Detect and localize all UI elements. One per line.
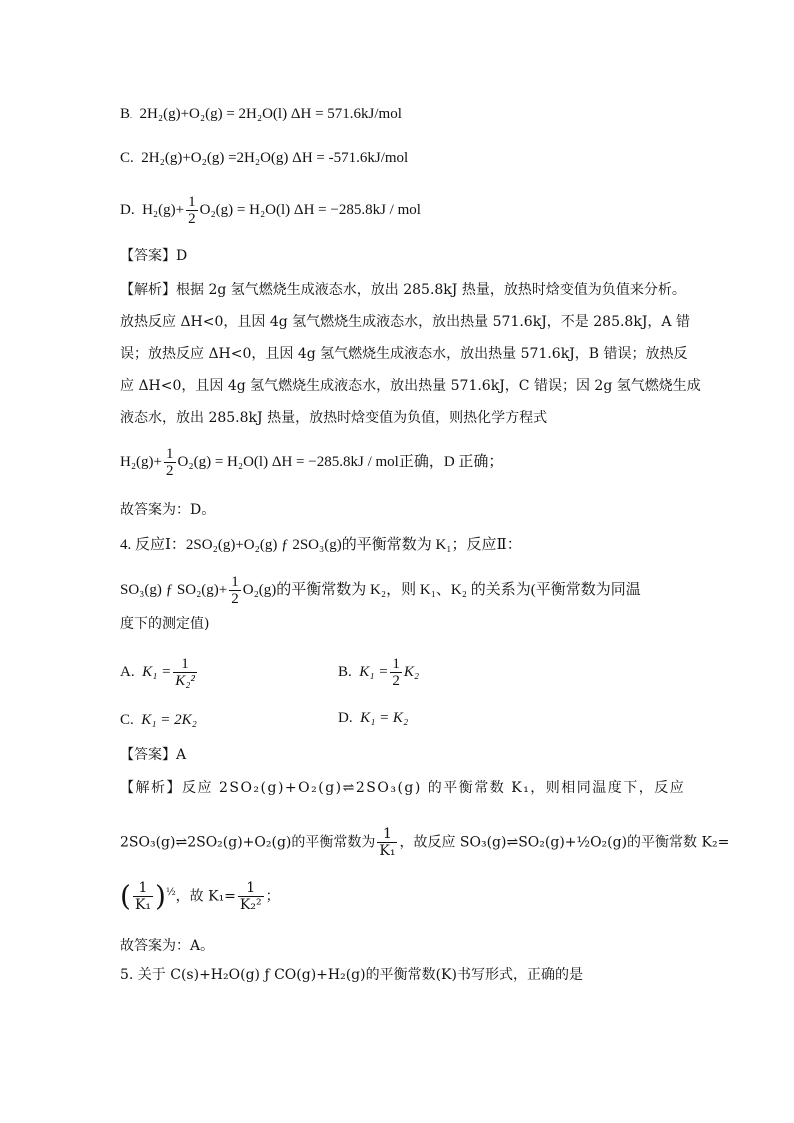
analysis-4-l3-fnum: 1 [238,880,264,897]
q4-option-d-label: D. [338,710,353,726]
analysis-3-line-3: 误；放热反应 ΔH<0，且因 4g 氢气燃烧生成液态水，放出热量 571.6kJ，B 错误；放热反 [120,346,688,362]
analysis-3-fraction [164,446,176,479]
question-4-line-3: 度下的测定值) [120,616,210,632]
q4-option-a-fraction [173,656,197,689]
option-d-frac-num: 1 [188,194,196,210]
q4-option-b-fraction [390,656,402,689]
right-paren: ) [155,879,166,913]
analysis-4-l3-fraction [133,880,153,913]
option-c [120,148,408,168]
analysis-3-eq-pre: H₂(g)+ [120,453,163,470]
conclusion-4: 故答案为：A。 [120,938,215,954]
q4-option-c-label: C. [120,712,134,728]
question-4-option-a [120,656,199,689]
analysis-3-line-2: 放热反应 ΔH<0，且因 4g 氢气燃烧生成液态水，放出热量 571.6kJ，不是 285.8kJ，A 错 [120,314,690,330]
question-4-l2-pre: SO₃(g) ƒ SO₂(g)+ [120,581,228,598]
option-c-label: C. [120,150,134,166]
option-c-equation: 2H₂(g)+O₂(g) =2H₂O(g) ΔH = -571.6kJ/mol [141,150,409,166]
option-d-frac-den: 2 [188,211,196,227]
analysis-3-equation [120,446,503,479]
q4-option-b-den: 2 [392,673,400,689]
analysis-4-l3-num: 1 [133,880,153,897]
question-4-frac-den: 2 [231,591,239,607]
question-4-fraction [229,574,241,607]
analysis-4-l3-exp: ½ [165,886,176,898]
question-4-option-d [338,710,408,727]
q4-option-b-num: 1 [392,656,400,672]
q4-option-b-lhs: K₁ = [359,663,389,680]
analysis-4-l2-post: ，故反应 SO₃(g)⇌SO₂(g)+½O₂(g)的平衡常数 K₂= [399,834,730,851]
answer-4: 【答案】A [120,747,187,763]
q4-option-b-label: B. [338,663,352,680]
question-4-line-2 [120,574,641,607]
option-b-label: B [120,106,131,122]
question-4-option-b [338,656,419,689]
q4-option-a-num: 1 [173,656,197,673]
option-b: B. 2H₂(g)+O₂(g) = 2H₂O(l) ΔH = 571.6kJ/mol [120,106,402,122]
q4-option-a-label: A. [120,663,135,680]
option-d-eq-pre: H₂(g)+ [142,201,185,218]
analysis-3-frac-den: 2 [166,463,174,479]
conclusion-3: 故答案为：D。 [120,502,216,518]
analysis-3-line-5: 液态水，放出 285.8kJ 热量，放热时焓变值为负值，则热化学方程式 [120,410,548,426]
analysis-4-l3-final-fraction [238,880,264,913]
option-d-fraction [186,194,198,227]
q4-option-c-eq: K₁ = 2K₂ [141,712,197,728]
analysis-4-l3-end: ； [265,888,280,905]
analysis-4-l2-den: K₁ [379,843,396,859]
analysis-4-l2-pre: 2SO₃(g)⇌2SO₂(g)+O₂(g)的平衡常数为 [120,834,376,851]
option-d [120,194,421,227]
analysis-3-line-1: 【解析】根据 2g 氢气燃烧生成液态水，放出 285.8kJ 热量，放热时焓变值为负值来分析。 [120,282,686,298]
question-4-l2-post: O₂(g)的平衡常数为 K₂，则 K₁、K₂ 的关系为(平衡常数为同温 [242,581,641,598]
q4-option-d-eq: K₁ = K₂ [360,710,409,726]
analysis-4-line-2 [120,826,729,859]
analysis-4-line-3 [120,880,280,913]
analysis-4-l3-den: K₁ [134,897,152,913]
analysis-4-l2-fraction [377,826,397,859]
answer-3: 【答案】D [120,248,188,264]
q4-option-a-lhs: K₁ = [142,663,172,680]
analysis-4-l2-num: 1 [377,826,397,843]
option-b-equation: 2H₂(g)+O₂(g) = 2H₂O(l) ΔH = 571.6kJ/mol [139,106,402,122]
question-5: 5. 关于 C(s)+H₂O(g) ƒ CO(g)+H₂(g)的平衡常数(K)书写形式，正确的是 [120,967,583,983]
q4-option-b-rhs: K₂ [403,663,420,680]
analysis-3-frac-num: 1 [166,446,174,462]
question-4-line-1: 4. 反应Ⅰ：2SO₂(g)+O₂(g) ƒ 2SO₃(g)的平衡常数为 K₁；反应Ⅱ： [120,537,522,553]
option-d-label: D. [120,201,135,218]
question-4-frac-num: 1 [231,574,239,590]
option-d-eq-post: O₂(g) = H₂O(l) ΔH = −285.8kJ / mol [199,201,421,218]
analysis-3-eq-post: O₂(g) = H₂O(l) ΔH = −285.8kJ / mol正确，D 正确； [177,453,504,470]
analysis-4-l3-fden: K₂² [239,897,262,913]
analysis-3-line-4: 应 ΔH<0，且因 4g 氢气燃烧生成液态水，放出热量 571.6kJ，C 错误；因 2g 氢气燃烧生成 [120,378,701,394]
question-4-option-c [120,710,197,730]
left-paren: ( [120,879,131,913]
q4-option-a-den: K₂² [175,673,195,689]
analysis-4-l3-mid: ，故 K₁= [175,888,236,905]
analysis-4-line-1: 【解析】反应 2SO₂(g)+O₂(g)⇌2SO₃(g) 的平衡常数 K₁，则相同温度下，反应 [120,780,686,796]
